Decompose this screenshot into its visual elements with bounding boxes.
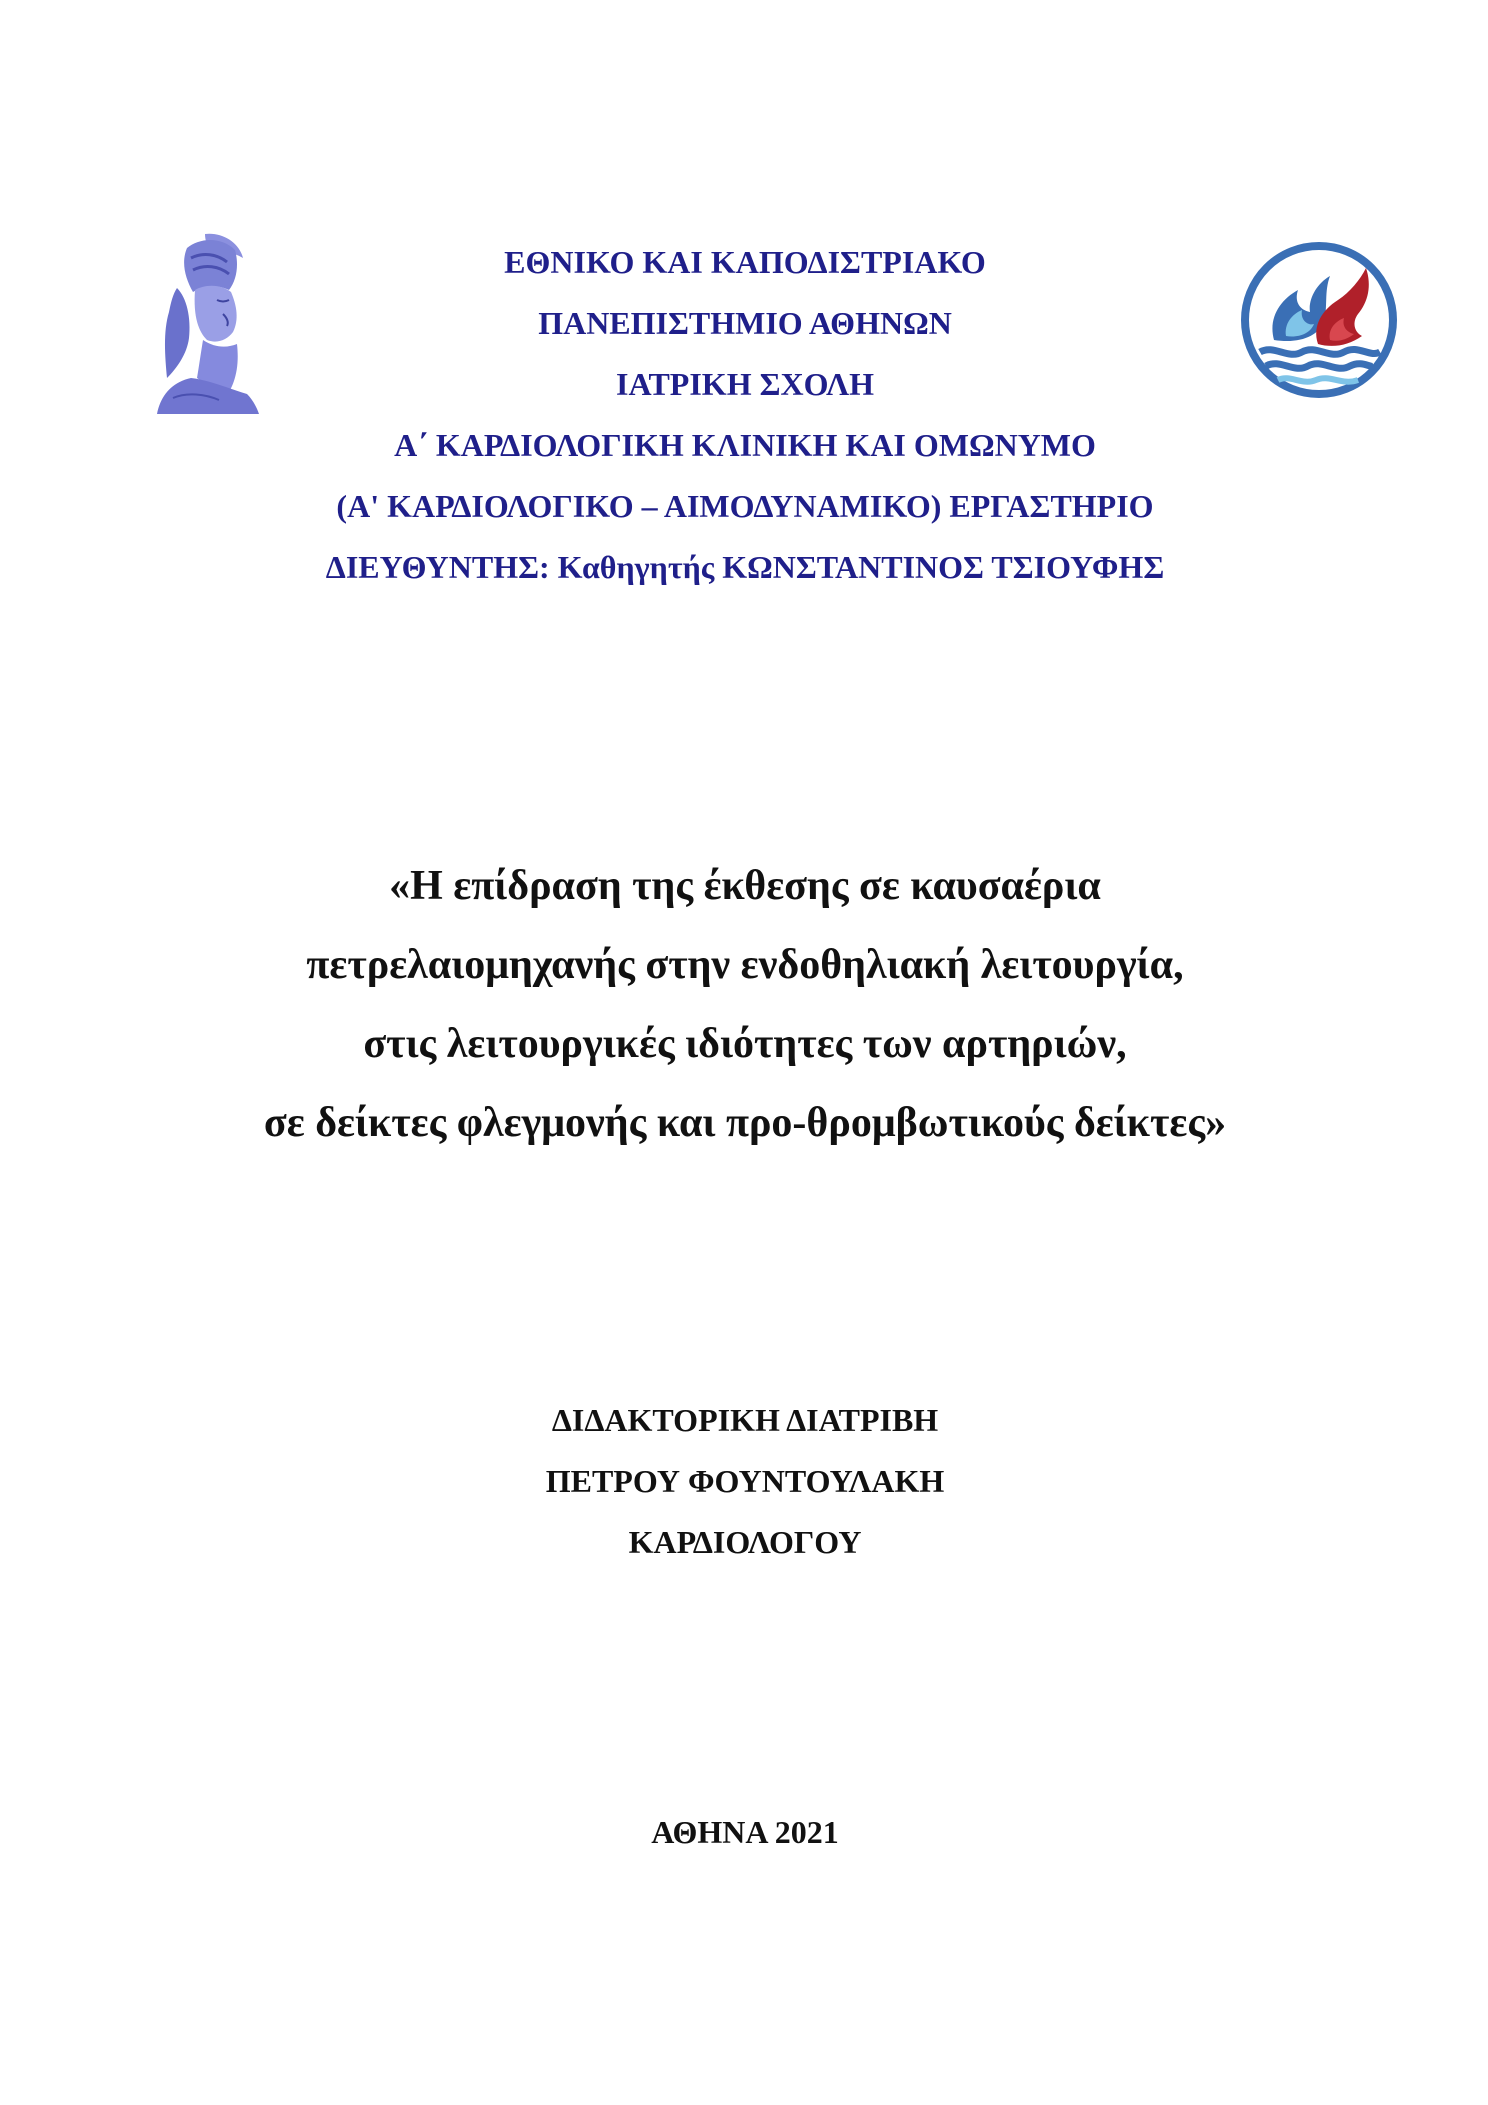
title-line-3: στις λειτουργικές ιδιότητες των αρτηριών,: [363, 1021, 1127, 1067]
title-line-4: σε δείκτες φλεγμονής και προ-θρομβωτικούς δείκτες»: [263, 1100, 1227, 1146]
header-line-clinic: Α΄ ΚΑΡΔΙΟΛΟΓΙΚΗ ΚΛΙΝΙΚΗ ΚΑΙ ΟΜΩΝΥΜΟ: [394, 427, 1096, 463]
title-line-2: πετρελαιομηχανής στην ενδοθηλιακή λειτουργία,: [306, 942, 1184, 988]
title-line-1: «Η επίδραση της έκθεσης σε καυσαέρια: [389, 863, 1101, 909]
place-year: ΑΘΗΝΑ 2021: [651, 1814, 839, 1850]
flame-waves-emblem-icon: [1238, 240, 1400, 400]
header-line-university-2: ΠΑΝΕΠΙΣΤΗΜΙΟ ΑΘΗΝΩΝ: [538, 305, 952, 341]
institution-header: [240, 232, 1250, 598]
thesis-type: ΔΙΔΑΚΤΟΡΙΚΗ ΔΙΑΤΡΙΒΗ: [551, 1402, 939, 1438]
header-line-director: ΔΙΕΥΘΥΝΤΗΣ: Καθηγητής ΚΩΝΣΤΑΝΤΙΝΟΣ ΤΣΙΟΥΦΗΣ: [325, 549, 1165, 585]
author-name: ΠΕΤΡΟΥ ΦΟΥΝΤΟΥΛΑΚΗ: [545, 1463, 945, 1499]
thesis-author-block: [340, 1390, 1150, 1573]
header-line-laboratory: (Α' ΚΑΡΔΙΟΛΟΓΙΚΟ – ΑΙΜΟΔΥΝΑΜΙΚΟ) ΕΡΓΑΣΤΗΡΙΟ: [336, 488, 1154, 524]
header-line-university-1: ΕΘΝΙΚΟ ΚΑΙ ΚΑΠΟΔΙΣΤΡΙΑΚΟ: [504, 244, 986, 280]
author-specialty: ΚΑΡΔΙΟΛΟΓΟΥ: [628, 1524, 862, 1560]
thesis-title: [140, 847, 1350, 1163]
header-line-school: ΙΑΤΡΙΚΗ ΣΧΟΛΗ: [616, 366, 874, 402]
